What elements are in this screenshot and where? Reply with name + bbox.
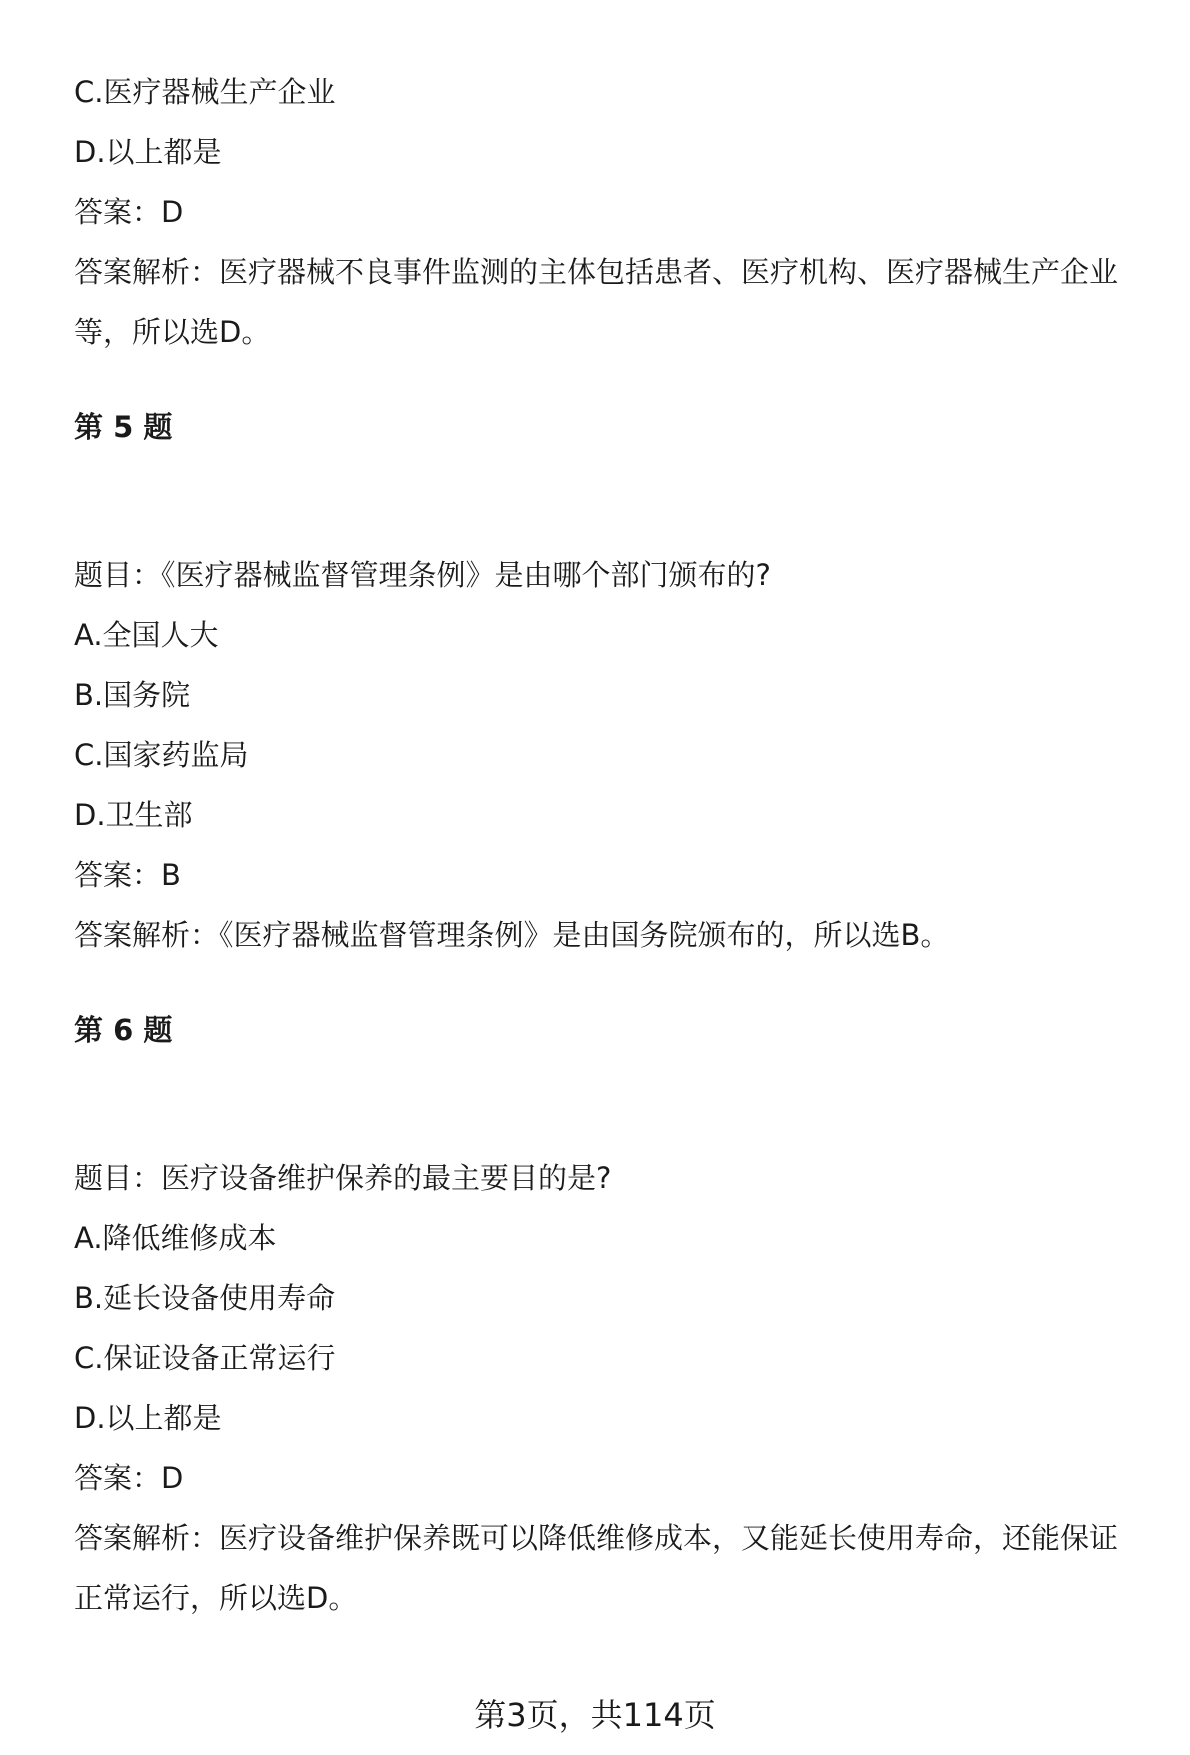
prev-explanation-line1: 答案解析：医疗器械不良事件监测的主体包括患者、医疗机构、医疗器械生产企业 [74, 255, 1119, 289]
question-5-heading: 第 5 题 [74, 410, 173, 444]
question-6-option-b: B.延长设备使用寿命 [74, 1281, 336, 1315]
question-5-option-b: B.国务院 [74, 678, 191, 712]
question-5-answer: 答案：B [74, 858, 181, 892]
question-5-prompt: 题目：《医疗器械监督管理条例》是由哪个部门颁布的? [74, 558, 771, 592]
prev-option-c: C.医疗器械生产企业 [74, 75, 336, 109]
question-5-option-c: C.国家药监局 [74, 738, 249, 772]
question-6-option-a: A.降低维修成本 [74, 1221, 277, 1255]
prev-explanation-line2: 等，所以选D。 [74, 315, 271, 349]
question-5-option-a: A.全国人大 [74, 618, 219, 652]
question-6-explanation-line1: 答案解析：医疗设备维护保养既可以降低维修成本，又能延长使用寿命，还能保证 [74, 1521, 1119, 1555]
question-5-explanation: 答案解析：《医疗器械监督管理条例》是由国务院颁布的，所以选B。 [74, 918, 950, 952]
question-6-option-d: D.以上都是 [74, 1401, 222, 1435]
page-number-footer: 第3页，共114页 [474, 1696, 716, 1734]
question-6-heading: 第 6 题 [74, 1013, 173, 1047]
question-6-answer: 答案：D [74, 1461, 184, 1495]
question-6-option-c: C.保证设备正常运行 [74, 1341, 336, 1375]
question-6-explanation-line2: 正常运行，所以选D。 [74, 1581, 358, 1615]
question-5-option-d: D.卫生部 [74, 798, 193, 832]
prev-option-d: D.以上都是 [74, 135, 222, 169]
prev-answer: 答案：D [74, 195, 184, 229]
question-6-prompt: 题目：医疗设备维护保养的最主要目的是? [74, 1161, 612, 1195]
